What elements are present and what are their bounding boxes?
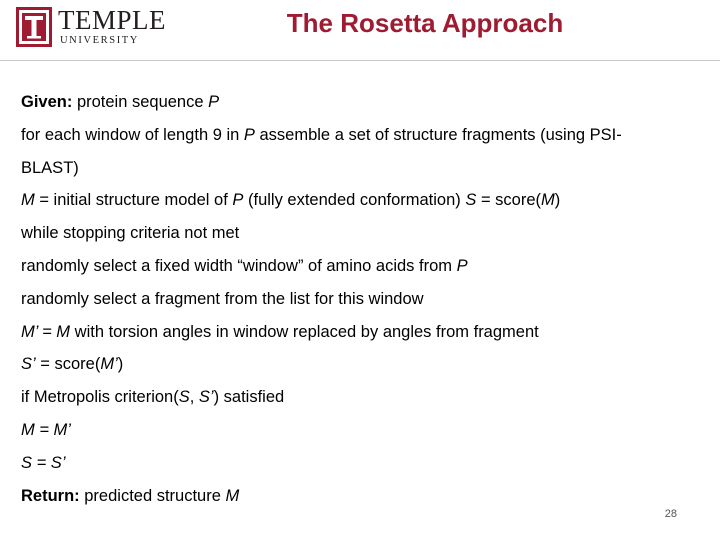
line-for-each-window: for each window of length 9 in P assemble a set of structure fragments (using PSI- bbox=[21, 125, 622, 144]
line-accept-score: S = S’ bbox=[21, 453, 66, 472]
line-while: while stopping criteria not met bbox=[21, 224, 240, 243]
temple-t-icon bbox=[16, 7, 52, 47]
line-given: Given: protein sequence P bbox=[21, 93, 220, 111]
line-blast: BLAST) bbox=[21, 158, 79, 177]
line-accept-model: M = M’ bbox=[21, 420, 71, 439]
line-score-new: S’ = score(M’) bbox=[21, 355, 124, 374]
slide-title: The Rosetta Approach bbox=[286, 8, 564, 38]
algorithm-body bbox=[21, 86, 701, 512]
header-divider bbox=[0, 60, 720, 61]
slide-header bbox=[0, 0, 720, 62]
line-initial-model: M = initial structure model of P (fully extended conformation) S = score(M) bbox=[21, 191, 561, 210]
page-number: 28 bbox=[664, 508, 677, 520]
line-metropolis: if Metropolis criterion(S, S’) satisfied bbox=[21, 388, 285, 407]
line-replace-angles: M’ = M with torsion angles in window replaced by angles from fragment bbox=[21, 322, 539, 341]
logo-wordmark: TEMPLE bbox=[58, 5, 166, 35]
line-select-window: randomly select a fixed width “window” of amino acids from P bbox=[21, 256, 468, 275]
line-return: Return: predicted structure M bbox=[21, 486, 240, 505]
line-select-fragment: randomly select a fragment from the list for this window bbox=[21, 289, 424, 308]
temple-university-logo bbox=[14, 6, 174, 50]
logo-subtitle: UNIVERSITY bbox=[60, 35, 139, 46]
